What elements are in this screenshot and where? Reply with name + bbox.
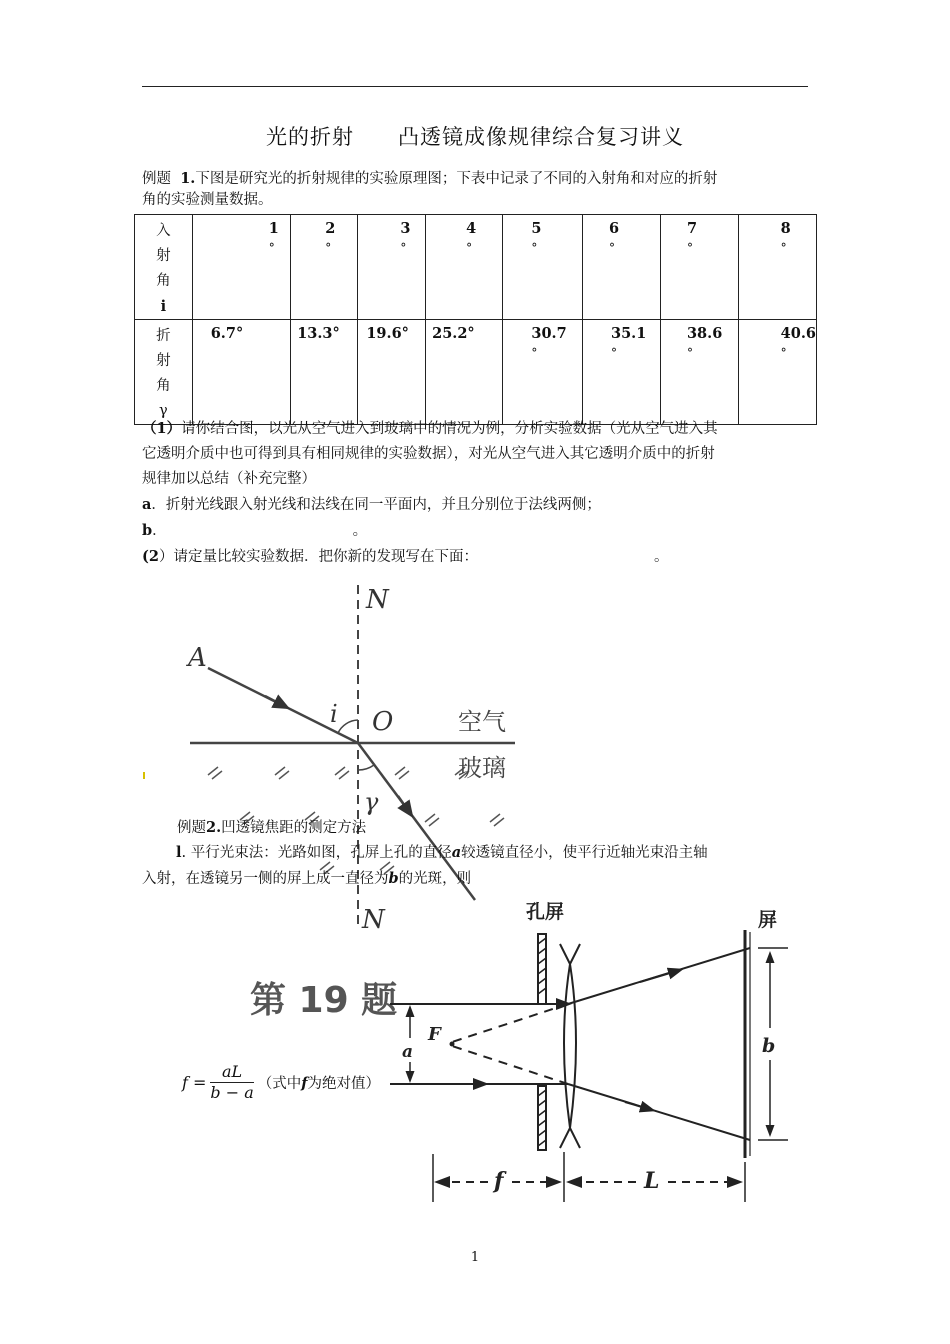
table-cell (738, 215, 816, 320)
cell-value: 38.6 (686, 325, 723, 342)
cell-unit: ° (610, 346, 617, 360)
header-char: 角 (156, 273, 171, 289)
q2-end: 。 (653, 549, 669, 565)
extension-bottom (452, 1046, 568, 1084)
q1-line3: 规律加以总结（补充完整） (142, 471, 316, 487)
angle-i-arc (338, 720, 358, 733)
example1-num: 1. (180, 170, 196, 187)
q2-text: ）请定量比较实验数据．把你新的发现写在下面： (158, 549, 478, 565)
refracted-header (135, 320, 193, 425)
header-rule (142, 86, 808, 87)
cell-value: 2 (325, 220, 336, 237)
label-A: A (188, 643, 207, 673)
concave-lens-diagram (240, 890, 820, 1210)
method1-num: l (176, 844, 182, 861)
cell-value: 40.6 (780, 325, 816, 342)
incident-header (135, 215, 193, 320)
cell-value: 30.7 (531, 325, 567, 342)
example1-line1: 下图是研究光的折射规律的实验原理图；下表中记录了不同的入射角和对应的折射 (195, 171, 718, 187)
cell-unit: ° (531, 346, 538, 360)
cell-unit: ° (780, 346, 787, 360)
label-glass: 玻璃 (458, 754, 506, 782)
label-gamma: γ (364, 788, 379, 816)
label-O: O (372, 707, 394, 737)
method1-text1: . 平行光束法：光路如图，孔屏上孔的直径 (181, 845, 452, 861)
cell-unit: ° (686, 346, 693, 360)
q1b-text: ． (152, 523, 167, 539)
concave-lens (560, 944, 580, 1148)
cell-value: 25.2° (432, 325, 475, 342)
header-char: 角 (156, 378, 171, 394)
header-char: 折 (156, 328, 171, 344)
cell-value: 19.6° (366, 325, 409, 342)
ray-out-top-arrow (640, 970, 680, 982)
label-i: i (330, 700, 338, 728)
table-cell (358, 320, 426, 425)
example2-prefix: 例题 (177, 820, 206, 836)
example1-line2: 角的实验测量数据。 (142, 192, 273, 208)
label-air: 空气 (458, 708, 506, 736)
cell-value: 13.3° (297, 325, 340, 342)
cell-value: 5 (531, 220, 542, 237)
q1b-end: 。 (352, 523, 368, 539)
example2-heading (177, 815, 366, 841)
method1-paragraph (142, 840, 822, 892)
cell-unit: ° (780, 241, 787, 255)
example1-prefix: 例题 (142, 171, 171, 187)
table-cell (426, 215, 503, 320)
cell-unit: ° (608, 241, 615, 255)
table-cell (582, 320, 660, 425)
table-cell (291, 215, 358, 320)
cell-unit: ° (400, 241, 407, 255)
method1-text3: 入射，在透镜另一侧的屏上成一直径为 (142, 871, 389, 887)
method1-text2: 较透镜直径小，使平行近轴光束沿主轴 (461, 845, 708, 861)
page-title: 光的折射 凸透镜成像规律综合复习讲义 (266, 125, 684, 149)
example1-intro (142, 166, 822, 213)
cell-unit: ° (686, 241, 693, 255)
formula-numerator: aL (210, 1062, 253, 1083)
cell-value: 3 (400, 220, 411, 237)
cell-unit: ° (466, 241, 473, 255)
cell-value: 6 (608, 220, 620, 237)
table-row-refracted (135, 320, 817, 425)
method1-text4: 的光斑，则 (398, 871, 472, 887)
formula-note-post: 为绝对值） (307, 1076, 381, 1092)
example2-num: 2. (206, 819, 222, 836)
var-b: b (388, 870, 399, 887)
label-F: F (428, 1024, 441, 1045)
cell-value: 35.1 (610, 325, 647, 342)
cell-unit: ° (268, 241, 275, 255)
table-cell (660, 320, 738, 425)
label-a: a (402, 1042, 414, 1062)
problem-label: 第 19 题 (250, 980, 398, 1021)
q1-num: （1） (142, 420, 182, 437)
header-char: γ (159, 403, 168, 419)
cell-value: 7 (686, 220, 698, 237)
small-mark (143, 772, 145, 779)
focal-point (450, 1042, 455, 1047)
extension-top (452, 1004, 568, 1042)
q1a-label: a (142, 496, 152, 513)
refracted-arrow (398, 796, 412, 816)
label-b: b (762, 1035, 776, 1057)
label-hole-screen: 孔屏 (526, 901, 565, 923)
table-cell (738, 320, 816, 425)
formula-note (258, 1076, 380, 1092)
cell-value: 1 (268, 220, 279, 237)
formula-lhs: f = (182, 1073, 207, 1092)
header-char: 射 (156, 248, 171, 264)
table-cell (291, 320, 358, 425)
table-cell (192, 320, 290, 425)
label-N-top: N (366, 585, 389, 615)
formula-denominator: b − a (210, 1083, 254, 1102)
ray-out-bottom-arrow (625, 1102, 652, 1110)
label-screen: 屏 (758, 909, 778, 931)
table-cell (660, 215, 738, 320)
cell-unit: ° (531, 241, 538, 255)
angle-gamma-arc (358, 765, 374, 770)
q2-num: (2 (142, 548, 159, 565)
example2-text: 凹透镜焦距的测定方法 (221, 820, 367, 836)
header-char: 射 (156, 353, 171, 369)
header-char: i (160, 298, 167, 315)
var-a: a (451, 844, 462, 861)
cell-value: 4 (466, 220, 477, 237)
label-L: L (644, 1168, 660, 1194)
label-N-bottom: N (362, 905, 385, 935)
table-row-incident (135, 215, 817, 320)
table-cell (503, 215, 583, 320)
table-cell (582, 215, 660, 320)
refraction-table (134, 214, 817, 425)
page-number: 1 (470, 1250, 480, 1265)
label-f: f (494, 1168, 504, 1194)
table-cell (503, 320, 583, 425)
cell-value: 8 (780, 220, 791, 237)
header-char: 入 (156, 223, 171, 239)
table-cell (426, 320, 503, 425)
ray-out-bottom (568, 1084, 750, 1140)
question-1 (142, 416, 822, 570)
formula-note-pre: （式中 (257, 1076, 302, 1092)
q1-line1: 请你结合图，以光从空气进入到玻璃中的情况为例，分析实验数据（光从空气进入其 (181, 421, 718, 437)
focal-length-formula (182, 1062, 380, 1103)
cell-unit: ° (325, 241, 332, 255)
q1-line2: 它透明介质中也可得到具有相同规律的实验数据），对光从空气进入其它透明介质中的折射 (142, 446, 715, 462)
q1a-text: ．折射光线跟入射光线和法线在同一平面内，并且分别位于法线两侧； (151, 497, 601, 513)
table-cell (358, 215, 426, 320)
formula-fraction (210, 1062, 253, 1103)
table-cell (192, 215, 290, 320)
q1b-label: b (142, 522, 153, 539)
incident-arrow (265, 696, 288, 708)
formula-note-var: f (301, 1075, 308, 1092)
cell-value: 6.7° (210, 325, 244, 342)
